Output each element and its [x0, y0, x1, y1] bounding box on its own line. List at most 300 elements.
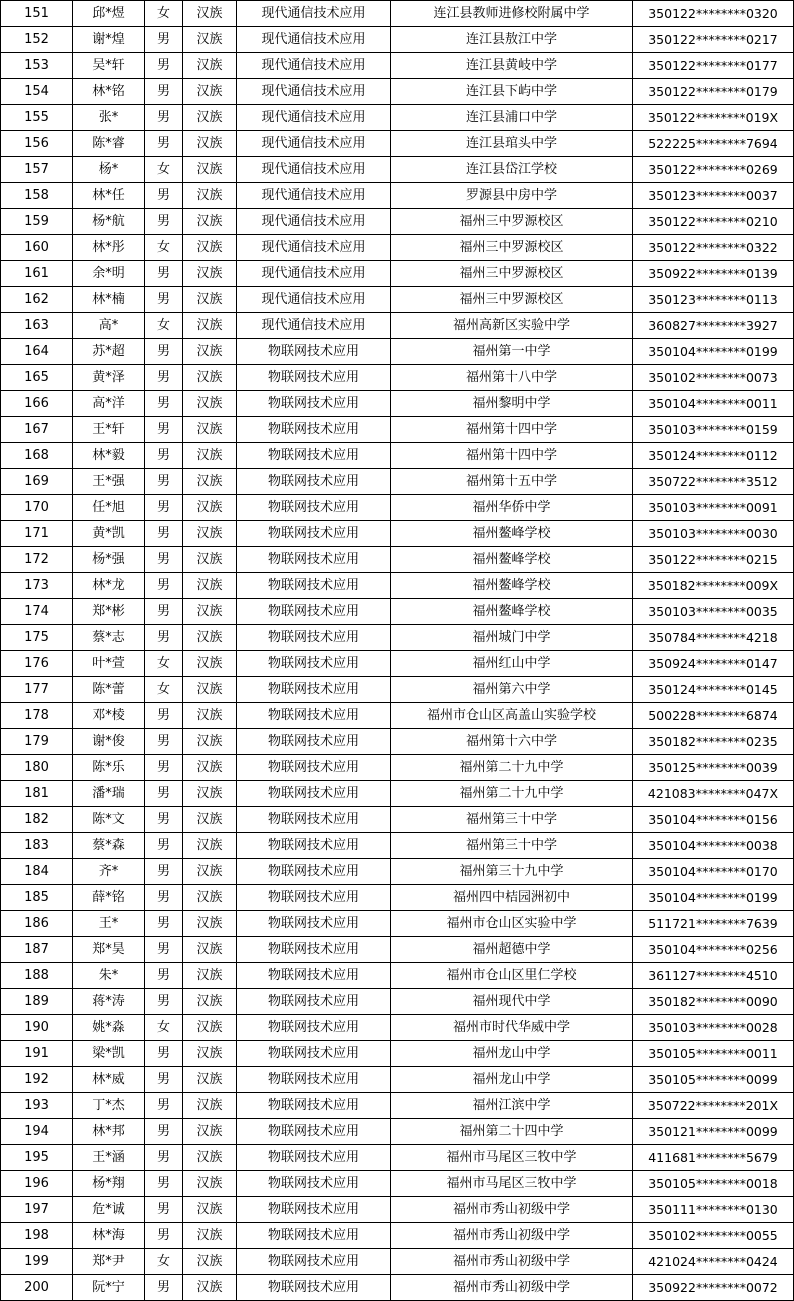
major-cell: 现代通信技术应用 [237, 183, 391, 209]
gender-cell: 男 [145, 963, 183, 989]
student-name-cell: 郑*尹 [73, 1249, 145, 1275]
ethnicity-cell: 汉族 [183, 443, 237, 469]
row-number-cell: 189 [1, 989, 73, 1015]
school-name-cell: 福州鳌峰学校 [391, 547, 633, 573]
major-cell: 物联网技术应用 [237, 1223, 391, 1249]
table-row [1, 235, 794, 261]
row-number-cell: 159 [1, 209, 73, 235]
gender-cell: 男 [145, 729, 183, 755]
ethnicity-cell: 汉族 [183, 599, 237, 625]
row-number-cell: 183 [1, 833, 73, 859]
school-name-cell: 福州市时代华威中学 [391, 1015, 633, 1041]
school-name-cell: 福州第一中学 [391, 339, 633, 365]
ethnicity-cell: 汉族 [183, 1093, 237, 1119]
major-cell: 现代通信技术应用 [237, 27, 391, 53]
student-name-cell: 陈*蕾 [73, 677, 145, 703]
id-number-cell: 350182********009X [633, 573, 794, 599]
gender-cell: 男 [145, 27, 183, 53]
school-name-cell: 福州三中罗源校区 [391, 209, 633, 235]
gender-cell: 男 [145, 53, 183, 79]
table-row [1, 53, 794, 79]
ethnicity-cell: 汉族 [183, 1041, 237, 1067]
school-name-cell: 福州市秀山初级中学 [391, 1223, 633, 1249]
school-name-cell: 福州市仓山区实验中学 [391, 911, 633, 937]
gender-cell: 男 [145, 599, 183, 625]
id-number-cell: 350104********0199 [633, 339, 794, 365]
student-name-cell: 王*涵 [73, 1145, 145, 1171]
major-cell: 物联网技术应用 [237, 963, 391, 989]
school-name-cell: 连江县岱江学校 [391, 157, 633, 183]
id-number-cell: 350103********0159 [633, 417, 794, 443]
gender-cell: 男 [145, 937, 183, 963]
ethnicity-cell: 汉族 [183, 1223, 237, 1249]
student-name-cell: 杨* [73, 157, 145, 183]
table-row [1, 1197, 794, 1223]
id-number-cell: 350123********0037 [633, 183, 794, 209]
school-name-cell: 福州第十八中学 [391, 365, 633, 391]
id-number-cell: 350122********0217 [633, 27, 794, 53]
id-number-cell: 350122********019X [633, 105, 794, 131]
student-name-cell: 杨*强 [73, 547, 145, 573]
ethnicity-cell: 汉族 [183, 1119, 237, 1145]
major-cell: 物联网技术应用 [237, 703, 391, 729]
student-name-cell: 齐* [73, 859, 145, 885]
school-name-cell: 福州黎明中学 [391, 391, 633, 417]
row-number-cell: 177 [1, 677, 73, 703]
gender-cell: 男 [145, 781, 183, 807]
row-number-cell: 196 [1, 1171, 73, 1197]
row-number-cell: 172 [1, 547, 73, 573]
ethnicity-cell: 汉族 [183, 469, 237, 495]
major-cell: 物联网技术应用 [237, 859, 391, 885]
gender-cell: 男 [145, 131, 183, 157]
row-number-cell: 197 [1, 1197, 73, 1223]
table-row [1, 703, 794, 729]
major-cell: 物联网技术应用 [237, 495, 391, 521]
gender-cell: 男 [145, 391, 183, 417]
table-row [1, 105, 794, 131]
ethnicity-cell: 汉族 [183, 1, 237, 27]
table-row [1, 157, 794, 183]
row-number-cell: 180 [1, 755, 73, 781]
row-number-cell: 198 [1, 1223, 73, 1249]
gender-cell: 男 [145, 573, 183, 599]
ethnicity-cell: 汉族 [183, 625, 237, 651]
gender-cell: 女 [145, 651, 183, 677]
ethnicity-cell: 汉族 [183, 1197, 237, 1223]
id-number-cell: 350722********201X [633, 1093, 794, 1119]
student-name-cell: 黄*泽 [73, 365, 145, 391]
student-name-cell: 郑*昊 [73, 937, 145, 963]
major-cell: 物联网技术应用 [237, 989, 391, 1015]
ethnicity-cell: 汉族 [183, 1067, 237, 1093]
school-name-cell: 福州江滨中学 [391, 1093, 633, 1119]
table-row [1, 1249, 794, 1275]
row-number-cell: 187 [1, 937, 73, 963]
row-number-cell: 195 [1, 1145, 73, 1171]
id-number-cell: 361127********4510 [633, 963, 794, 989]
student-name-cell: 叶*萱 [73, 651, 145, 677]
gender-cell: 女 [145, 1, 183, 27]
school-name-cell: 福州第十四中学 [391, 443, 633, 469]
id-number-cell: 350124********0112 [633, 443, 794, 469]
table-row [1, 1, 794, 27]
table-row [1, 417, 794, 443]
student-name-cell: 林*海 [73, 1223, 145, 1249]
school-name-cell: 福州市秀山初级中学 [391, 1249, 633, 1275]
id-number-cell: 350104********0011 [633, 391, 794, 417]
row-number-cell: 199 [1, 1249, 73, 1275]
id-number-cell: 350104********0156 [633, 807, 794, 833]
table-row [1, 911, 794, 937]
id-number-cell: 421083********047X [633, 781, 794, 807]
row-number-cell: 200 [1, 1275, 73, 1301]
major-cell: 物联网技术应用 [237, 729, 391, 755]
row-number-cell: 157 [1, 157, 73, 183]
school-name-cell: 福州市秀山初级中学 [391, 1197, 633, 1223]
school-name-cell: 福州第二十四中学 [391, 1119, 633, 1145]
row-number-cell: 171 [1, 521, 73, 547]
ethnicity-cell: 汉族 [183, 495, 237, 521]
gender-cell: 女 [145, 313, 183, 339]
student-name-cell: 邓*棱 [73, 703, 145, 729]
major-cell: 现代通信技术应用 [237, 157, 391, 183]
student-name-cell: 郑*彬 [73, 599, 145, 625]
table-row [1, 1093, 794, 1119]
student-name-cell: 蒋*涛 [73, 989, 145, 1015]
ethnicity-cell: 汉族 [183, 105, 237, 131]
school-name-cell: 福州第六中学 [391, 677, 633, 703]
student-name-cell: 陈*乐 [73, 755, 145, 781]
major-cell: 现代通信技术应用 [237, 105, 391, 131]
table-row [1, 131, 794, 157]
row-number-cell: 151 [1, 1, 73, 27]
ethnicity-cell: 汉族 [183, 183, 237, 209]
id-number-cell: 350922********0139 [633, 261, 794, 287]
gender-cell: 女 [145, 677, 183, 703]
table-row [1, 27, 794, 53]
major-cell: 物联网技术应用 [237, 885, 391, 911]
student-name-cell: 谢*俊 [73, 729, 145, 755]
student-name-cell: 林*邦 [73, 1119, 145, 1145]
school-name-cell: 福州市仓山区高盖山实验学校 [391, 703, 633, 729]
id-number-cell: 350105********0011 [633, 1041, 794, 1067]
ethnicity-cell: 汉族 [183, 781, 237, 807]
student-name-cell: 林*任 [73, 183, 145, 209]
id-number-cell: 511721********7639 [633, 911, 794, 937]
student-name-cell: 邱*煜 [73, 1, 145, 27]
table-row [1, 807, 794, 833]
id-number-cell: 350722********3512 [633, 469, 794, 495]
school-name-cell: 福州鳌峰学校 [391, 573, 633, 599]
id-number-cell: 350122********0177 [633, 53, 794, 79]
table-row [1, 963, 794, 989]
gender-cell: 男 [145, 183, 183, 209]
id-number-cell: 350182********0235 [633, 729, 794, 755]
row-number-cell: 162 [1, 287, 73, 313]
id-number-cell: 350103********0030 [633, 521, 794, 547]
major-cell: 物联网技术应用 [237, 1067, 391, 1093]
school-name-cell: 福州市秀山初级中学 [391, 1275, 633, 1301]
school-name-cell: 福州三中罗源校区 [391, 261, 633, 287]
ethnicity-cell: 汉族 [183, 1145, 237, 1171]
student-name-cell: 林*楠 [73, 287, 145, 313]
major-cell: 现代通信技术应用 [237, 313, 391, 339]
gender-cell: 男 [145, 885, 183, 911]
gender-cell: 男 [145, 989, 183, 1015]
gender-cell: 男 [145, 521, 183, 547]
student-name-cell: 陈*文 [73, 807, 145, 833]
major-cell: 物联网技术应用 [237, 547, 391, 573]
school-name-cell: 连江县教师进修校附属中学 [391, 1, 633, 27]
school-name-cell: 福州市仓山区里仁学校 [391, 963, 633, 989]
ethnicity-cell: 汉族 [183, 573, 237, 599]
gender-cell: 男 [145, 417, 183, 443]
table-row [1, 755, 794, 781]
school-name-cell: 福州龙山中学 [391, 1067, 633, 1093]
ethnicity-cell: 汉族 [183, 131, 237, 157]
student-name-cell: 丁*杰 [73, 1093, 145, 1119]
major-cell: 物联网技术应用 [237, 573, 391, 599]
table-row [1, 1041, 794, 1067]
major-cell: 物联网技术应用 [237, 417, 391, 443]
id-number-cell: 350182********0090 [633, 989, 794, 1015]
row-number-cell: 193 [1, 1093, 73, 1119]
major-cell: 物联网技术应用 [237, 1197, 391, 1223]
gender-cell: 男 [145, 261, 183, 287]
id-number-cell: 350111********0130 [633, 1197, 794, 1223]
major-cell: 物联网技术应用 [237, 625, 391, 651]
major-cell: 物联网技术应用 [237, 521, 391, 547]
table-row [1, 885, 794, 911]
school-name-cell: 福州第二十九中学 [391, 781, 633, 807]
major-cell: 物联网技术应用 [237, 1093, 391, 1119]
id-number-cell: 350103********0091 [633, 495, 794, 521]
row-number-cell: 165 [1, 365, 73, 391]
gender-cell: 男 [145, 1223, 183, 1249]
school-name-cell: 福州鳌峰学校 [391, 599, 633, 625]
school-name-cell: 连江县琯头中学 [391, 131, 633, 157]
id-number-cell: 350104********0038 [633, 833, 794, 859]
ethnicity-cell: 汉族 [183, 391, 237, 417]
ethnicity-cell: 汉族 [183, 1171, 237, 1197]
ethnicity-cell: 汉族 [183, 833, 237, 859]
ethnicity-cell: 汉族 [183, 547, 237, 573]
student-name-cell: 陈*睿 [73, 131, 145, 157]
student-name-cell: 朱* [73, 963, 145, 989]
ethnicity-cell: 汉族 [183, 807, 237, 833]
ethnicity-cell: 汉族 [183, 911, 237, 937]
gender-cell: 男 [145, 443, 183, 469]
student-name-cell: 高*洋 [73, 391, 145, 417]
table-row [1, 1145, 794, 1171]
ethnicity-cell: 汉族 [183, 677, 237, 703]
school-name-cell: 连江县浦口中学 [391, 105, 633, 131]
row-number-cell: 191 [1, 1041, 73, 1067]
row-number-cell: 154 [1, 79, 73, 105]
student-name-cell: 林*铭 [73, 79, 145, 105]
gender-cell: 男 [145, 911, 183, 937]
table-row [1, 1119, 794, 1145]
major-cell: 现代通信技术应用 [237, 53, 391, 79]
row-number-cell: 178 [1, 703, 73, 729]
roster-body [1, 1, 794, 1301]
table-row [1, 1275, 794, 1301]
table-row [1, 937, 794, 963]
table-row [1, 391, 794, 417]
row-number-cell: 164 [1, 339, 73, 365]
id-number-cell: 350102********0073 [633, 365, 794, 391]
id-number-cell: 350105********0099 [633, 1067, 794, 1093]
row-number-cell: 184 [1, 859, 73, 885]
student-name-cell: 林*威 [73, 1067, 145, 1093]
id-number-cell: 350122********0320 [633, 1, 794, 27]
gender-cell: 女 [145, 1249, 183, 1275]
row-number-cell: 160 [1, 235, 73, 261]
table-row [1, 989, 794, 1015]
gender-cell: 男 [145, 547, 183, 573]
major-cell: 物联网技术应用 [237, 1041, 391, 1067]
student-name-cell: 王*强 [73, 469, 145, 495]
gender-cell: 男 [145, 1119, 183, 1145]
major-cell: 物联网技术应用 [237, 365, 391, 391]
table-row [1, 677, 794, 703]
major-cell: 物联网技术应用 [237, 937, 391, 963]
row-number-cell: 155 [1, 105, 73, 131]
ethnicity-cell: 汉族 [183, 1015, 237, 1041]
ethnicity-cell: 汉族 [183, 703, 237, 729]
row-number-cell: 153 [1, 53, 73, 79]
ethnicity-cell: 汉族 [183, 937, 237, 963]
student-name-cell: 王*轩 [73, 417, 145, 443]
major-cell: 物联网技术应用 [237, 1145, 391, 1171]
gender-cell: 女 [145, 1015, 183, 1041]
row-number-cell: 166 [1, 391, 73, 417]
school-name-cell: 福州市马尾区三牧中学 [391, 1145, 633, 1171]
school-name-cell: 福州三中罗源校区 [391, 287, 633, 313]
row-number-cell: 188 [1, 963, 73, 989]
row-number-cell: 163 [1, 313, 73, 339]
school-name-cell: 连江县敖江中学 [391, 27, 633, 53]
row-number-cell: 170 [1, 495, 73, 521]
school-name-cell: 福州四中桔园洲初中 [391, 885, 633, 911]
student-name-cell: 苏*超 [73, 339, 145, 365]
gender-cell: 男 [145, 807, 183, 833]
table-row [1, 469, 794, 495]
table-row [1, 1067, 794, 1093]
id-number-cell: 350103********0035 [633, 599, 794, 625]
student-name-cell: 杨*航 [73, 209, 145, 235]
major-cell: 物联网技术应用 [237, 443, 391, 469]
row-number-cell: 152 [1, 27, 73, 53]
major-cell: 现代通信技术应用 [237, 1, 391, 27]
table-row [1, 521, 794, 547]
gender-cell: 男 [145, 105, 183, 131]
student-name-cell: 蔡*森 [73, 833, 145, 859]
major-cell: 物联网技术应用 [237, 391, 391, 417]
table-row [1, 573, 794, 599]
gender-cell: 男 [145, 1145, 183, 1171]
student-name-cell: 吴*轩 [73, 53, 145, 79]
id-number-cell: 350104********0199 [633, 885, 794, 911]
row-number-cell: 182 [1, 807, 73, 833]
ethnicity-cell: 汉族 [183, 157, 237, 183]
gender-cell: 男 [145, 79, 183, 105]
row-number-cell: 156 [1, 131, 73, 157]
major-cell: 现代通信技术应用 [237, 79, 391, 105]
id-number-cell: 350924********0147 [633, 651, 794, 677]
gender-cell: 男 [145, 469, 183, 495]
table-row [1, 599, 794, 625]
row-number-cell: 192 [1, 1067, 73, 1093]
major-cell: 物联网技术应用 [237, 1249, 391, 1275]
ethnicity-cell: 汉族 [183, 365, 237, 391]
table-row [1, 339, 794, 365]
table-row [1, 495, 794, 521]
gender-cell: 男 [145, 755, 183, 781]
school-name-cell: 福州龙山中学 [391, 1041, 633, 1067]
table-row [1, 1015, 794, 1041]
row-number-cell: 161 [1, 261, 73, 287]
row-number-cell: 158 [1, 183, 73, 209]
ethnicity-cell: 汉族 [183, 53, 237, 79]
gender-cell: 男 [145, 1275, 183, 1301]
gender-cell: 男 [145, 1093, 183, 1119]
school-name-cell: 连江县下屿中学 [391, 79, 633, 105]
ethnicity-cell: 汉族 [183, 417, 237, 443]
student-name-cell: 余*明 [73, 261, 145, 287]
major-cell: 现代通信技术应用 [237, 209, 391, 235]
ethnicity-cell: 汉族 [183, 287, 237, 313]
id-number-cell: 350104********0256 [633, 937, 794, 963]
id-number-cell: 350122********0269 [633, 157, 794, 183]
table-row [1, 651, 794, 677]
school-name-cell: 福州第三十九中学 [391, 859, 633, 885]
ethnicity-cell: 汉族 [183, 339, 237, 365]
table-row [1, 183, 794, 209]
school-name-cell: 福州第十六中学 [391, 729, 633, 755]
major-cell: 物联网技术应用 [237, 339, 391, 365]
gender-cell: 男 [145, 859, 183, 885]
major-cell: 物联网技术应用 [237, 1275, 391, 1301]
ethnicity-cell: 汉族 [183, 1275, 237, 1301]
student-name-cell: 林*毅 [73, 443, 145, 469]
student-name-cell: 姚*淼 [73, 1015, 145, 1041]
gender-cell: 男 [145, 625, 183, 651]
id-number-cell: 350104********0170 [633, 859, 794, 885]
id-number-cell: 350122********0215 [633, 547, 794, 573]
student-name-cell: 危*诚 [73, 1197, 145, 1223]
ethnicity-cell: 汉族 [183, 651, 237, 677]
school-name-cell: 福州红山中学 [391, 651, 633, 677]
gender-cell: 男 [145, 1197, 183, 1223]
school-name-cell: 福州华侨中学 [391, 495, 633, 521]
student-name-cell: 张* [73, 105, 145, 131]
table-row [1, 833, 794, 859]
student-name-cell: 阮*宁 [73, 1275, 145, 1301]
ethnicity-cell: 汉族 [183, 209, 237, 235]
student-name-cell: 杨*翔 [73, 1171, 145, 1197]
student-name-cell: 林*龙 [73, 573, 145, 599]
id-number-cell: 350124********0145 [633, 677, 794, 703]
row-number-cell: 167 [1, 417, 73, 443]
major-cell: 现代通信技术应用 [237, 287, 391, 313]
ethnicity-cell: 汉族 [183, 261, 237, 287]
id-number-cell: 350122********0210 [633, 209, 794, 235]
major-cell: 物联网技术应用 [237, 677, 391, 703]
row-number-cell: 185 [1, 885, 73, 911]
row-number-cell: 174 [1, 599, 73, 625]
